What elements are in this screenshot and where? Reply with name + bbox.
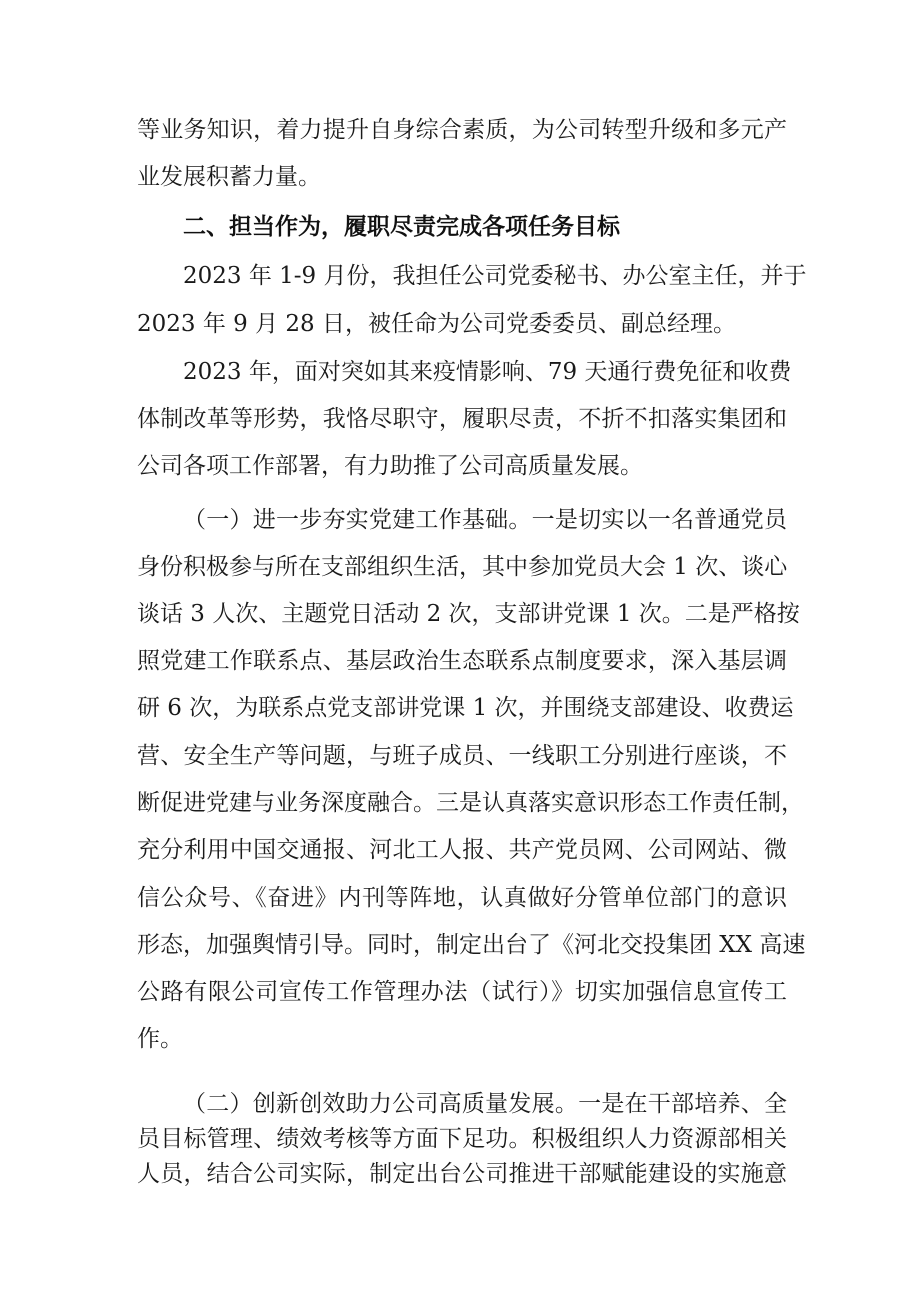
paragraph-line: 研 6 次，为联系点党支部讲党课 1 次，并围绕支部建设、收费运 xyxy=(137,695,794,721)
paragraph-line: （二）创新创效助力公司高质量发展。一是在干部培养、全 xyxy=(183,1091,787,1117)
paragraph-line: 身份积极参与所在支部组织生活，其中参加党员大会 1 次、谈心 xyxy=(137,554,788,580)
paragraph-line: 营、安全生产等问题，与班子成员、一线职工分别进行座谈，不 xyxy=(137,743,787,769)
paragraph-line: （一）进一步夯实党建工作基础。一是切实以一名普通党员 xyxy=(183,507,787,533)
paragraph-line: 员目标管理、绩效考核等方面下足功。积极组织人力资源部相关 xyxy=(137,1126,787,1152)
paragraph-line: 体制改革等形势，我恪尽职守，履职尽责，不折不扣落实集团和 xyxy=(137,406,787,432)
paragraph-line: 照党建工作联系点、基层政治生态联系点制度要求，深入基层调 xyxy=(137,648,787,674)
paragraph-line: 公司各项工作部署，有力助推了公司高质量发展。 xyxy=(137,453,643,479)
paragraph-line: 形态，加强舆情引导。同时，制定出台了《河北交投集团 XX 高速 xyxy=(137,932,806,958)
paragraph-line: 人员，结合公司实际，制定出台公司推进干部赋能建设的实施意 xyxy=(137,1161,787,1187)
section-heading: 二、担当作为，履职尽责完成各项任务目标 xyxy=(183,214,620,240)
paragraph-line: 充分利用中国交通报、河北工人报、共产党员网、公司网站、微 xyxy=(137,837,787,863)
paragraph-line: 业发展积蓄力量。 xyxy=(137,164,321,190)
paragraph-line: 作。 xyxy=(137,1026,183,1052)
paragraph-line: 信公众号、《奋进》内刊等阵地，认真做好分管单位部门的意识 xyxy=(137,885,787,911)
paragraph-line: 2023 年 9 月 28 日，被任命为公司党委委员、副总经理。 xyxy=(137,311,736,337)
paragraph-line: 谈话 3 人次、主题党日活动 2 次，支部讲党课 1 次。二是严格按 xyxy=(137,601,800,627)
paragraph-line: 等业务知识，着力提升自身综合素质，为公司转型升级和多元产 xyxy=(137,117,787,143)
paragraph-line: 断促进党建与业务深度融合。三是认真落实意识形态工作责任制， xyxy=(137,790,804,816)
paragraph-line: 公路有限公司宣传工作管理办法（试行）》切实加强信息宣传工 xyxy=(137,979,787,1005)
paragraph-line: 2023 年 1-9 月份，我担任公司党委秘书、办公室主任，并于 xyxy=(183,263,807,289)
paragraph-line: 2023 年，面对突如其来疫情影响、79 天通行费免征和收费 xyxy=(183,359,792,385)
